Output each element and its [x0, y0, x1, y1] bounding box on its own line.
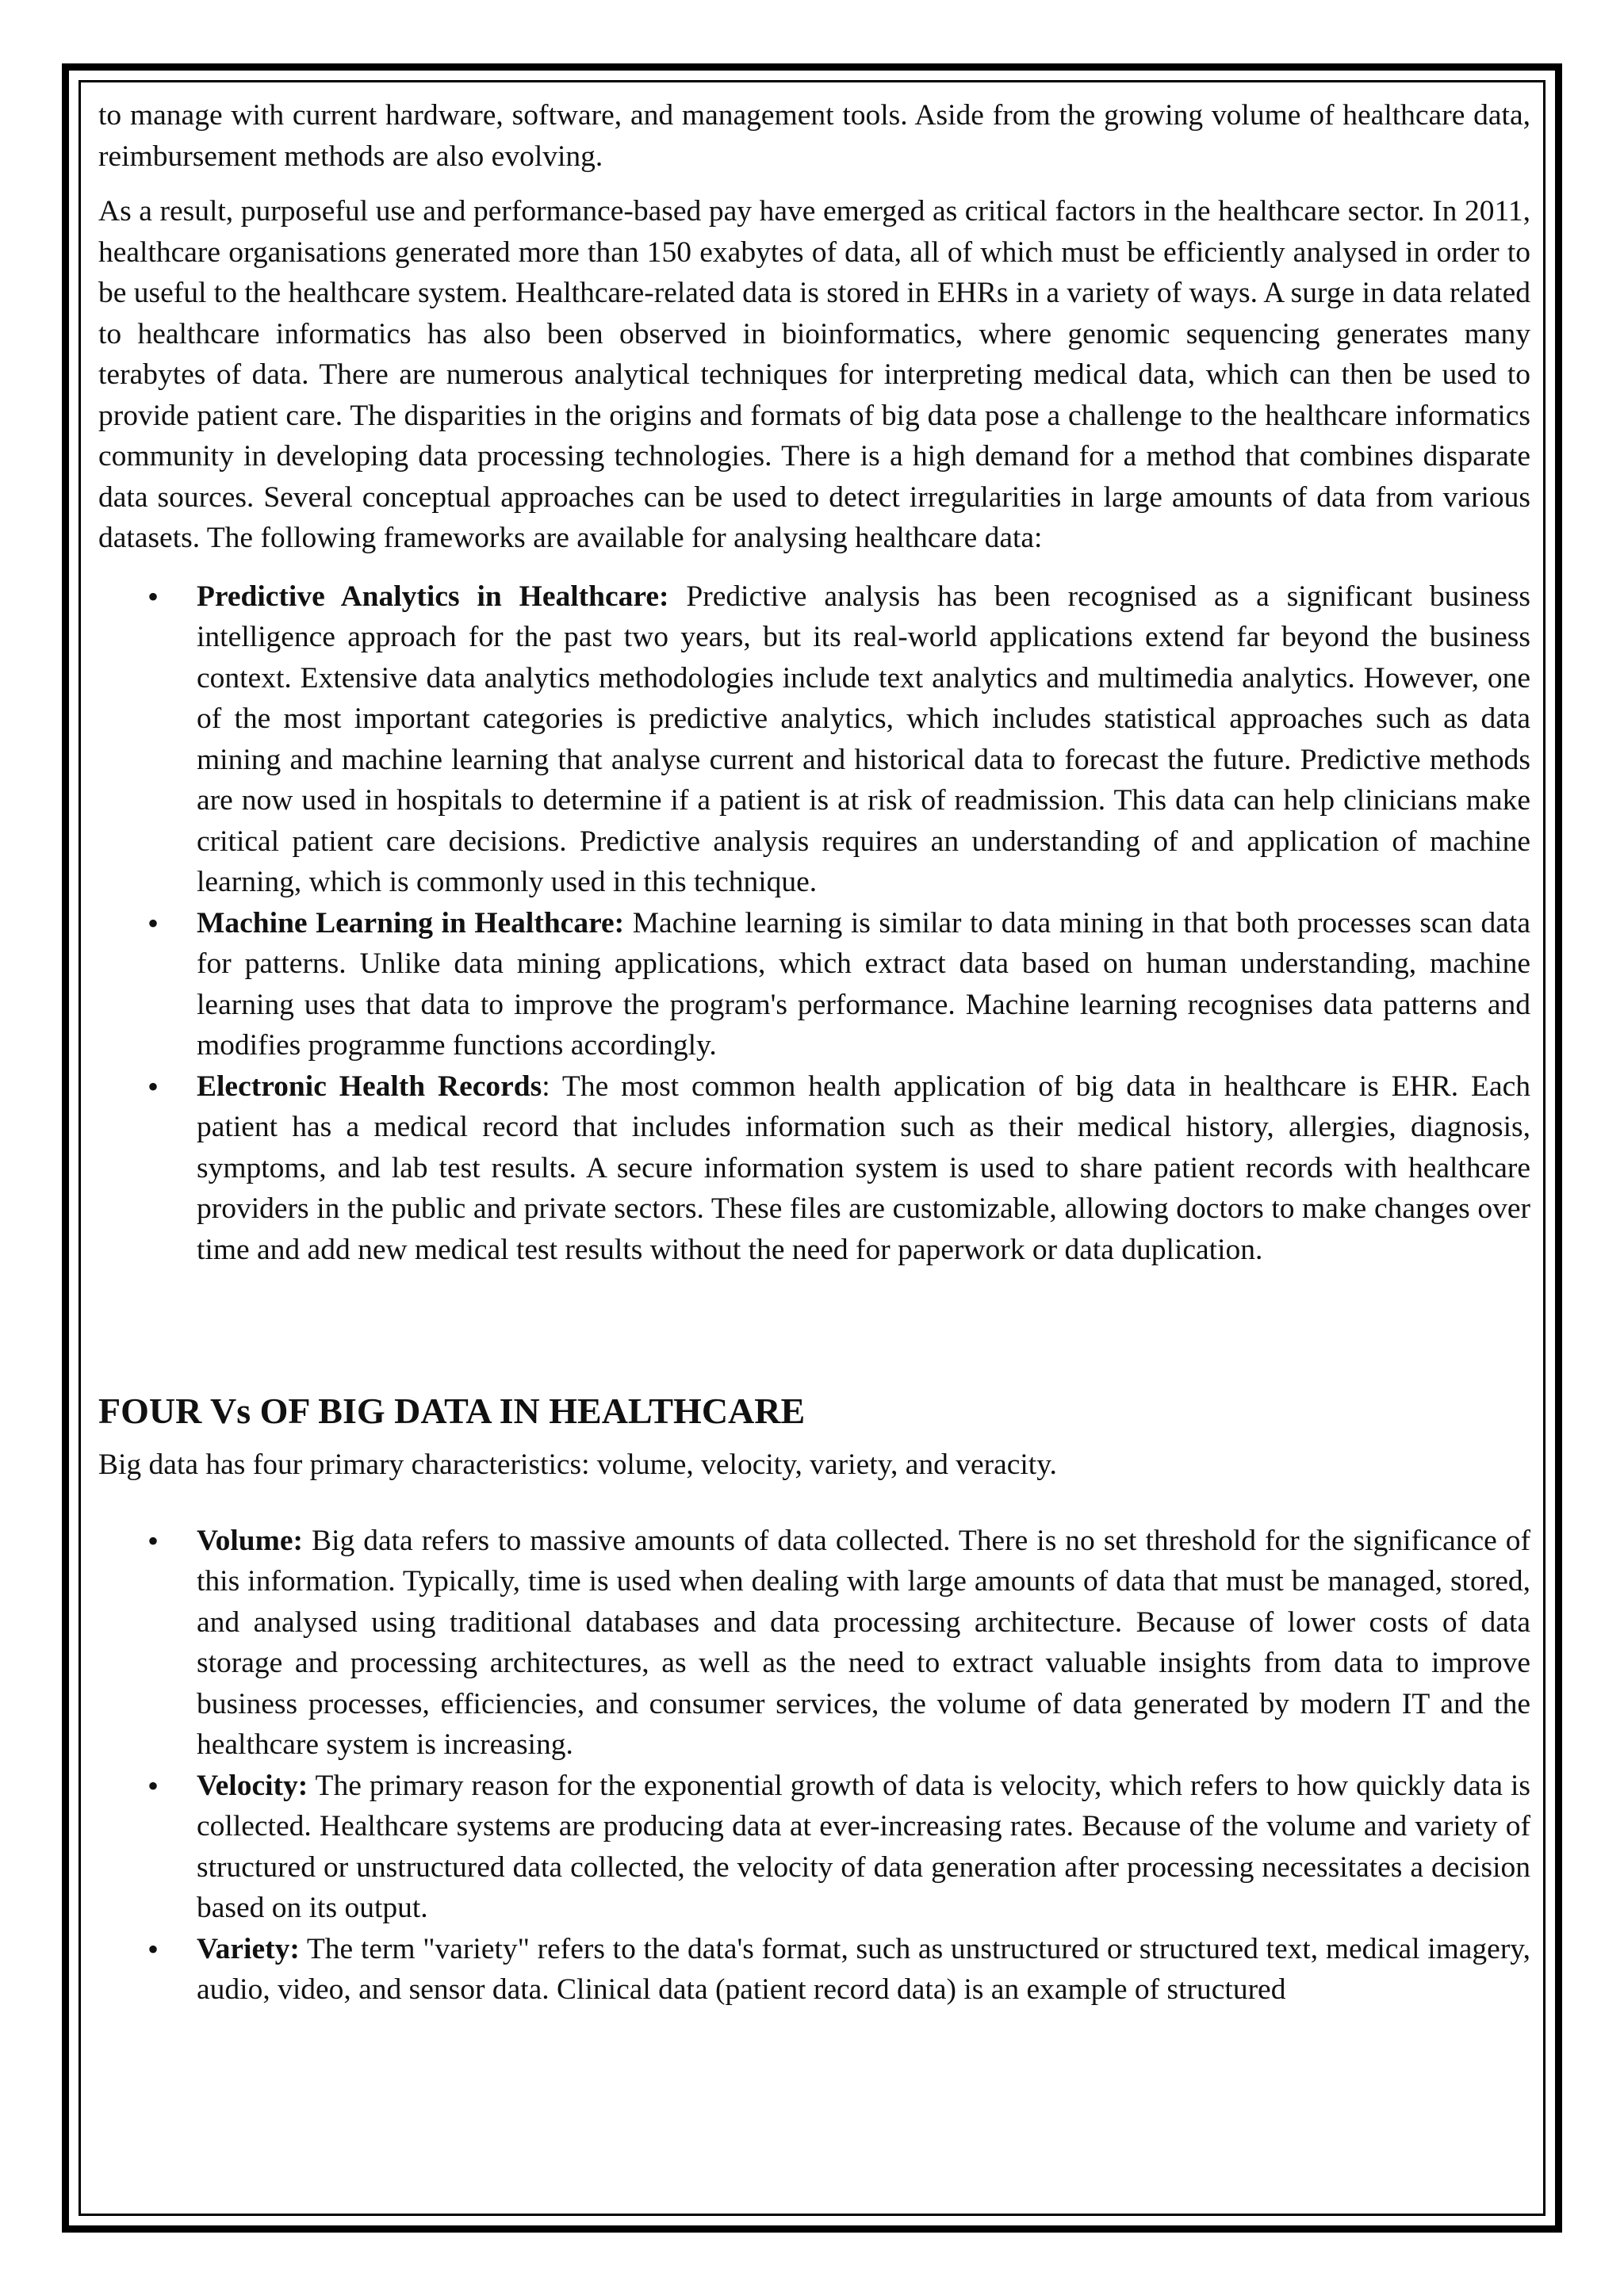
list-item-text: Predictive analysis has been recognised as a significant business intelligence approach for the past two years, but its real-world applications extend far beyond the business context. Extensive data analytics methodologies include text analytics and multimedia analytics. However, one of the most important categories is predictive analytics, which includes statistical approaches such as data mining and machine learning that analyse current and historical data to forecast the future. Predictive methods are now used in hospitals to determine if a patient is at risk of readmission. This data can help clinicians make critical patient care decisions. Predictive analysis requires an understanding of and application of machine learning, which is commonly used in this technique. — [197, 580, 1531, 898]
intro-paragraph-2: As a result, purposeful use and performance-based pay have emerged as critical factors in the healthcare sector. In 2011, healthcare organisations generated more than 150 exabytes of data, all of which must be efficiently analysed in order to be useful to the healthcare system. Healthcare-related data is stored in EHRs in a variety of ways. A surge in data related to healthcare informatics has also been observed in bioinformatics, where genomic sequencing generates many terabytes of data. There are numerous analytical techniques for interpreting medical data, which can then be used to provide patient care. The disparities in the origins and formats of big data pose a challenge to the healthcare informatics community in developing data processing technologies. There is a high demand for a method that combines disparate data sources. Several conceptual approaches can be used to detect irregularities in large amounts of data from various datasets. The following frameworks are available for analysing healthcare data: — [98, 195, 1530, 554]
four-vs-list — [98, 1521, 1530, 2011]
list-item-text: Machine learning is similar to data mining in that both processes scan data for patterns. Unlike data mining applications, which extract data based on human understanding, machine learning uses that data to improve the program's performance. Machine learning recognises data patterns and modifies programme functions accordingly. — [197, 906, 1530, 1062]
list-item-term: Predictive Analytics in Healthcare: — [197, 580, 669, 613]
section-intro: Big data has four primary characteristics: volume, velocity, variety, and veracity. — [98, 1448, 1057, 1481]
list-item — [98, 1521, 1530, 1766]
list-item-term: Variety: — [197, 1932, 300, 1965]
list-item — [98, 1766, 1530, 1929]
list-item-text: Big data refers to massive amounts of data collected. There is no set threshold for the significance of this information. Typically, time is used when dealing with large amounts of data that must be managed, stored, and analysed using traditional databases and data processing architecture. Because of lower costs of data storage and processing architectures, as well as the need to extract valuable insights from data to improve business processes, efficiencies, and consumer services, the volume of data generated by modern IT and the healthcare system is increasing. — [197, 1524, 1530, 1761]
section-heading: FOUR Vs OF BIG DATA IN HEALTHCARE — [98, 1391, 806, 1431]
list-item-text: : The most common health application of big data in healthcare is EHR. Each patient has a medical record that includes information such as their medical history, allergies, diagnosis, symptoms, and lab test results. A secure information system is used to share patient records with healthcare providers in the public and private sectors. These files are customizable, allowing doctors to make changes over time and add new medical test results without the need for paperwork or data duplication. — [197, 1070, 1530, 1266]
list-item-term: Machine Learning in Healthcare: — [197, 906, 625, 939]
list-item — [98, 576, 1530, 903]
list-item-text: The primary reason for the exponential growth of data is velocity, which refers to how quickly data is collected. Healthcare systems are producing data at ever-increasing rates. Because of the volume and variety of structured or unstructured data collected, the velocity of data generation after processing necessitates a decision based on its output. — [197, 1769, 1530, 1924]
list-item — [98, 903, 1530, 1066]
list-item-text: The term "variety" refers to the data's format, such as unstructured or structured text, medical imagery, audio, video, and sensor data. Clinical data (patient record data) is an example of structured — [197, 1932, 1530, 2006]
list-item-term: Volume: — [197, 1524, 304, 1557]
list-item-term: Electronic Health Records — [197, 1070, 542, 1103]
intro-paragraph-1: to manage with current hardware, software, and management tools. Aside from the growing volume of healthcare data, reimbursement methods are also evolving. — [98, 99, 1530, 173]
page-content — [98, 95, 1530, 2011]
frameworks-list — [98, 576, 1530, 1271]
list-item — [98, 1929, 1530, 2011]
list-item-term: Velocity: — [197, 1769, 308, 1802]
list-item — [98, 1066, 1530, 1271]
